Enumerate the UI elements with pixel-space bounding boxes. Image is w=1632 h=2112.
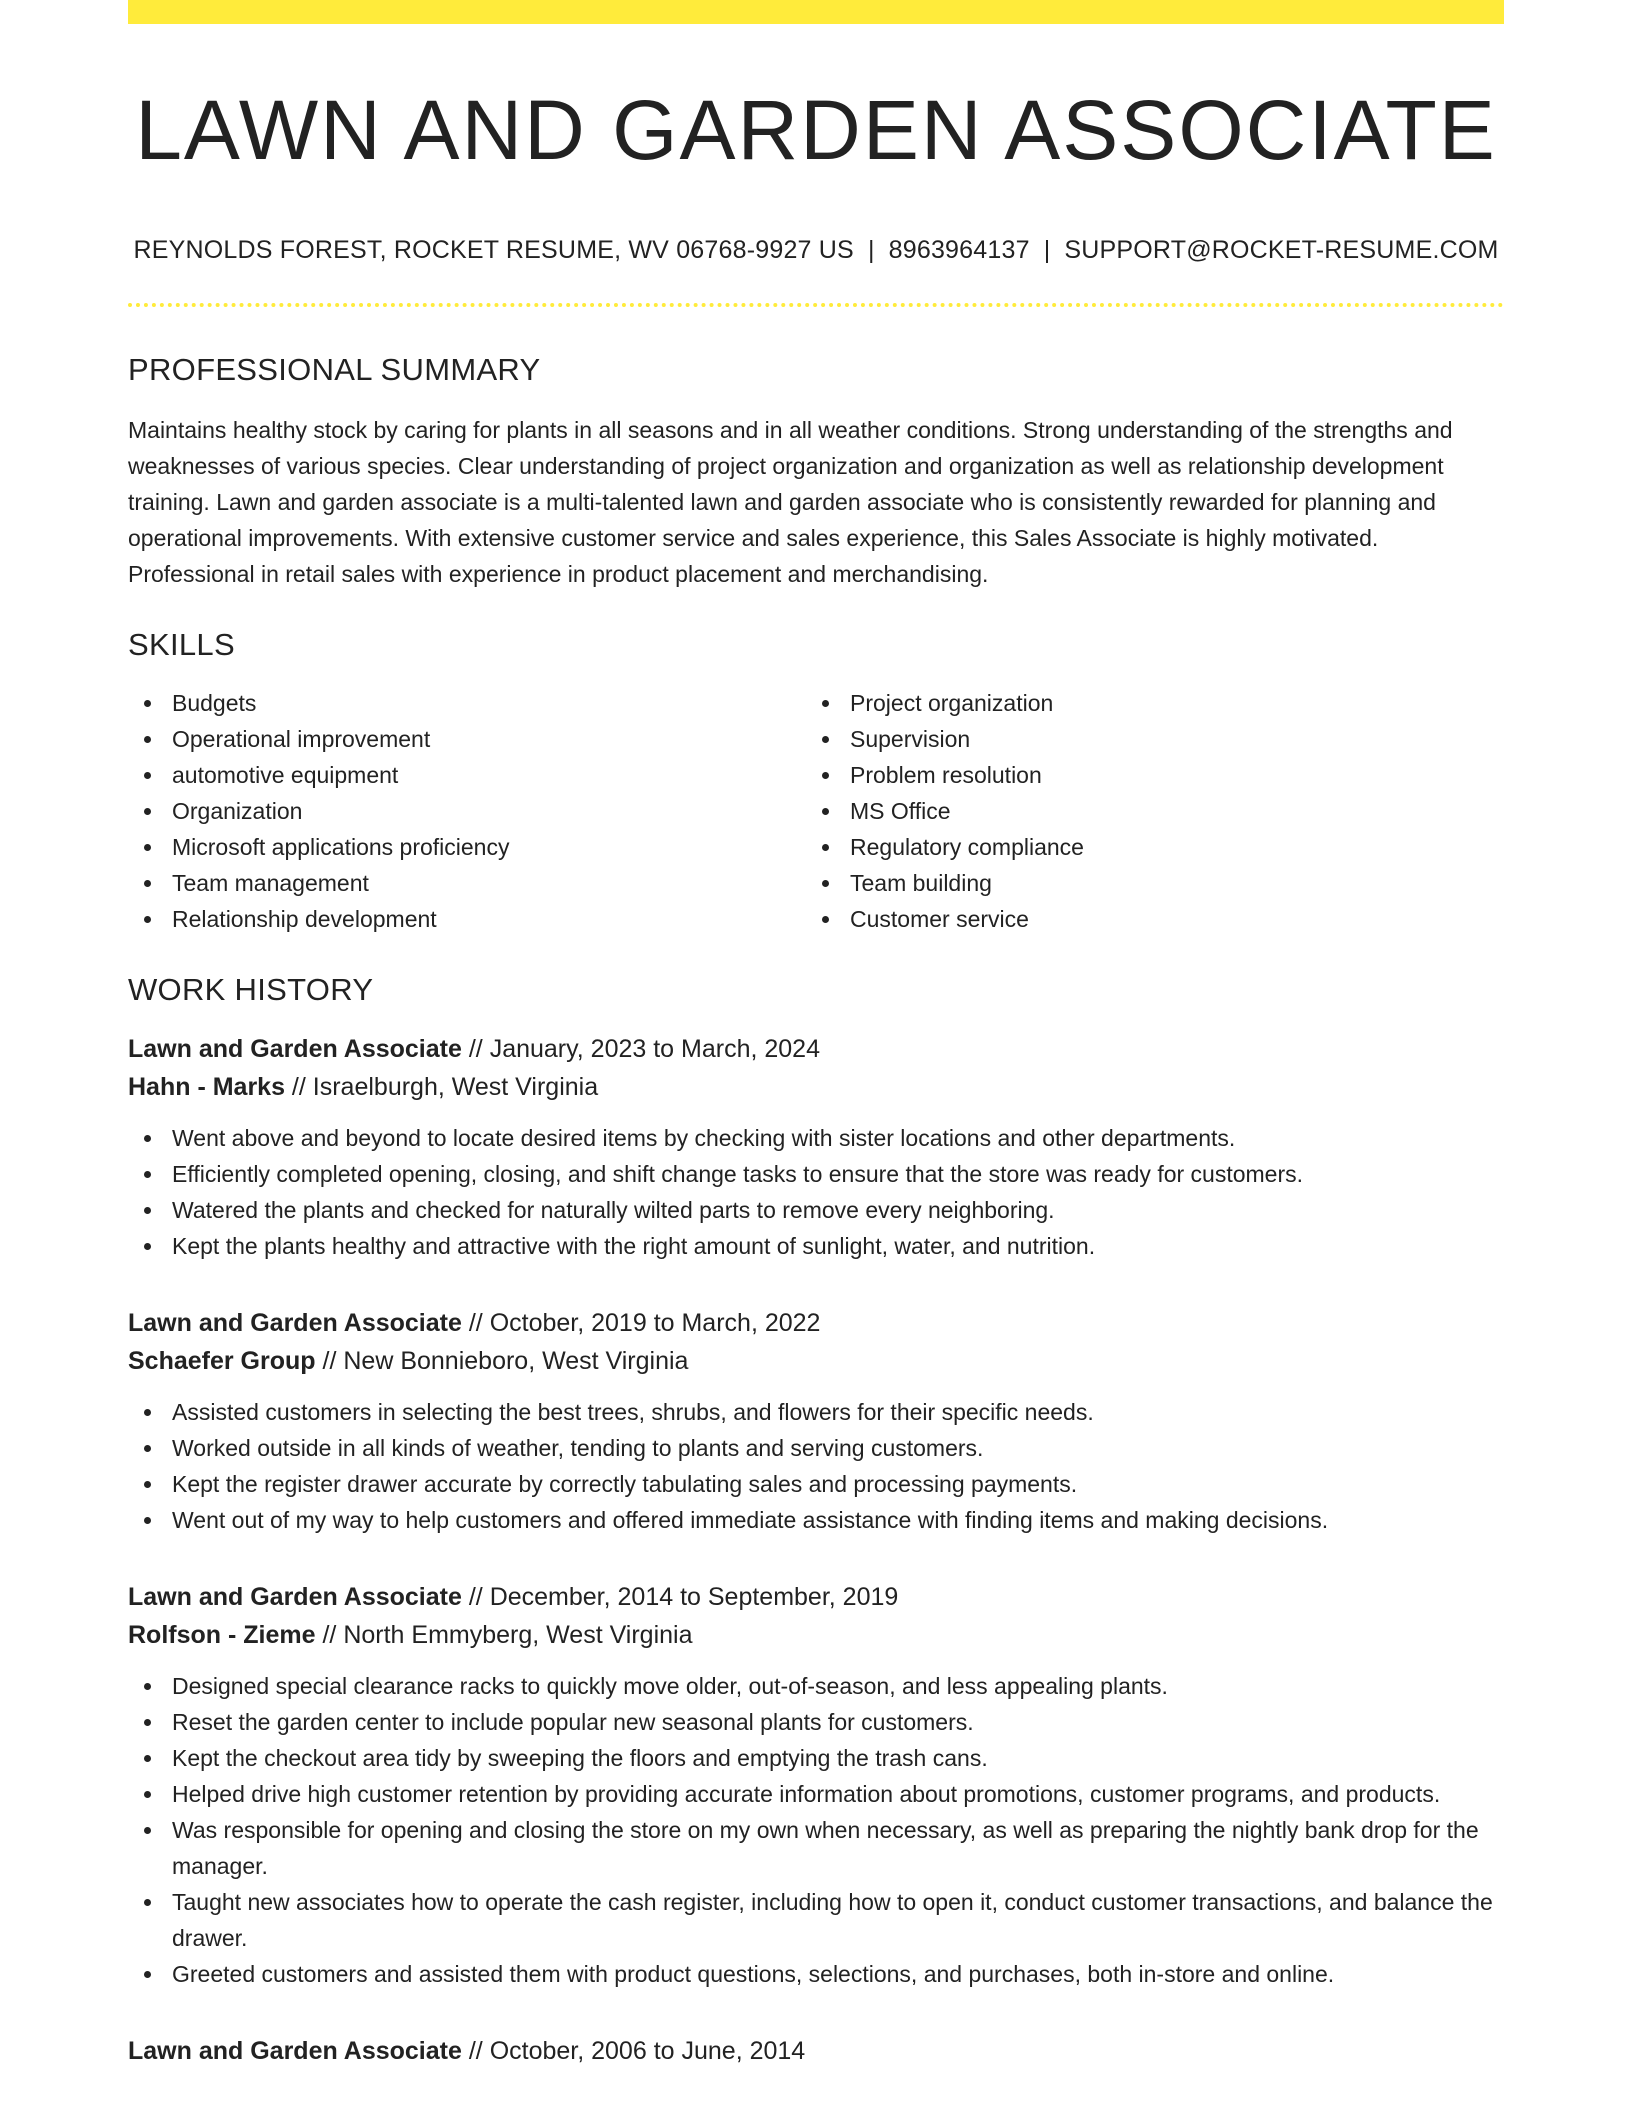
contact-email: SUPPORT@ROCKET-RESUME.COM bbox=[1064, 235, 1499, 264]
skills-heading: SKILLS bbox=[128, 626, 235, 662]
skill-item: Microsoft applications proficiency bbox=[128, 829, 806, 865]
job-separator: // bbox=[461, 2037, 490, 2066]
dotted-divider bbox=[128, 303, 1504, 307]
duty-item: Kept the register drawer accurate by correctly tabulating sales and processing payments. bbox=[128, 1466, 1504, 1502]
duty-item: Efficiently completed opening, closing, and shift change tasks to ensure that the store was ready for customers. bbox=[128, 1156, 1504, 1192]
top-accent-bar bbox=[128, 0, 1504, 24]
skill-item: Supervision bbox=[806, 721, 1484, 757]
summary-heading: PROFESSIONAL SUMMARY bbox=[128, 351, 541, 387]
skill-item: Organization bbox=[128, 793, 806, 829]
contact-separator: | bbox=[867, 235, 875, 264]
contact-phone: 8963964137 bbox=[888, 235, 1030, 264]
job-role-line bbox=[128, 1578, 1504, 1616]
job-dates: December, 2014 to September, 2019 bbox=[489, 1583, 899, 1612]
job-company: Rolfson - Zieme bbox=[128, 1621, 316, 1650]
skill-item: Regulatory compliance bbox=[806, 829, 1484, 865]
work-history-heading: WORK HISTORY bbox=[128, 971, 374, 1007]
job-role: Lawn and Garden Associate bbox=[128, 1583, 462, 1612]
job-role-line bbox=[128, 1304, 1504, 1342]
job-separator: // bbox=[315, 1347, 344, 1376]
duty-item: Went out of my way to help customers and offered immediate assistance with finding items and making decisions. bbox=[128, 1502, 1504, 1538]
job-separator: // bbox=[461, 1309, 490, 1338]
skill-item: Budgets bbox=[128, 685, 806, 721]
duty-item: Watered the plants and checked for naturally wilted parts to remove every neighboring. bbox=[128, 1192, 1504, 1228]
job-role: Lawn and Garden Associate bbox=[128, 2037, 462, 2066]
job-location: North Emmyberg, West Virginia bbox=[343, 1621, 693, 1650]
skill-item: Operational improvement bbox=[128, 721, 806, 757]
skill-item: Project organization bbox=[806, 685, 1484, 721]
skills-columns bbox=[128, 685, 1504, 937]
job-separator: // bbox=[284, 1073, 313, 1102]
job-entry bbox=[128, 2032, 1504, 2070]
job-company-line bbox=[128, 1068, 1504, 1106]
job-dates: October, 2019 to March, 2022 bbox=[489, 1309, 821, 1338]
job-role: Lawn and Garden Associate bbox=[128, 1035, 462, 1064]
duty-item: Designed special clearance racks to quickly move older, out-of-season, and less appealing plants. bbox=[128, 1668, 1504, 1704]
job-location: New Bonnieboro, West Virginia bbox=[343, 1347, 689, 1376]
job-dates: October, 2006 to June, 2014 bbox=[489, 2037, 806, 2066]
resume-page bbox=[128, 0, 1504, 2070]
job-dates: January, 2023 to March, 2024 bbox=[489, 1035, 820, 1064]
job-separator: // bbox=[461, 1035, 490, 1064]
duty-item: Reset the garden center to include popular new seasonal plants for customers. bbox=[128, 1704, 1504, 1740]
duty-item: Taught new associates how to operate the cash register, including how to open it, conduct customer transactions, and balance the drawer. bbox=[128, 1884, 1504, 1956]
job-duties bbox=[128, 1668, 1504, 1992]
job-role-line bbox=[128, 2032, 1504, 2070]
job-company: Schaefer Group bbox=[128, 1347, 316, 1376]
contact-line bbox=[128, 235, 1504, 265]
job-separator: // bbox=[315, 1621, 344, 1650]
skill-item: Team building bbox=[806, 865, 1484, 901]
contact-address: REYNOLDS FOREST, ROCKET RESUME, WV 06768-9927 US bbox=[133, 235, 854, 264]
job-entry bbox=[128, 1304, 1504, 1538]
duty-item: Went above and beyond to locate desired items by checking with sister locations and other departments. bbox=[128, 1120, 1504, 1156]
duty-item: Kept the plants healthy and attractive with the right amount of sunlight, water, and nutrition. bbox=[128, 1228, 1504, 1264]
skill-item: Team management bbox=[128, 865, 806, 901]
job-entry bbox=[128, 1030, 1504, 1264]
duty-item: Greeted customers and assisted them with product questions, selections, and purchases, both in-store and online. bbox=[128, 1956, 1504, 1992]
job-company-line bbox=[128, 1342, 1504, 1380]
job-duties bbox=[128, 1120, 1504, 1264]
duty-item: Helped drive high customer retention by providing accurate information about promotions, customer programs, and products. bbox=[128, 1776, 1504, 1812]
skill-item: automotive equipment bbox=[128, 757, 806, 793]
contact-separator: | bbox=[1043, 235, 1051, 264]
duty-item: Was responsible for opening and closing the store on my own when necessary, as well as preparing the nightly bank drop for the manager. bbox=[128, 1812, 1504, 1884]
skill-item: Problem resolution bbox=[806, 757, 1484, 793]
job-company-line bbox=[128, 1616, 1504, 1654]
skill-item: Customer service bbox=[806, 901, 1484, 937]
job-location: Israelburgh, West Virginia bbox=[312, 1073, 599, 1102]
skills-left-column bbox=[128, 685, 806, 937]
job-company: Hahn - Marks bbox=[128, 1073, 285, 1102]
skill-item: MS Office bbox=[806, 793, 1484, 829]
summary-text: Maintains healthy stock by caring for plants in all seasons and in all weather conditions. Strong understanding of the strengths and weaknesses of various species. Clear understanding of project organization and organization as well as relationship development training. Lawn and garden associate is a multi-talented lawn and garden associate who is consistently rewarded for planning and operational improvements. With extensive customer service and sales experience, this Sales Associate is highly motivated. Professional in retail sales with experience in product placement and merchandising. bbox=[128, 416, 1453, 587]
duty-item: Kept the checkout area tidy by sweeping the floors and emptying the trash cans. bbox=[128, 1740, 1504, 1776]
skills-right-column bbox=[806, 685, 1484, 937]
skill-item: Relationship development bbox=[128, 901, 806, 937]
job-role: Lawn and Garden Associate bbox=[128, 1309, 462, 1338]
job-entry bbox=[128, 1578, 1504, 1992]
duty-item: Assisted customers in selecting the best trees, shrubs, and flowers for their specific needs. bbox=[128, 1394, 1504, 1430]
job-duties bbox=[128, 1394, 1504, 1538]
duty-item: Worked outside in all kinds of weather, tending to plants and serving customers. bbox=[128, 1430, 1504, 1466]
job-separator: // bbox=[461, 1583, 490, 1612]
resume-title: LAWN AND GARDEN ASSOCIATE bbox=[135, 83, 1497, 177]
job-role-line bbox=[128, 1030, 1504, 1068]
